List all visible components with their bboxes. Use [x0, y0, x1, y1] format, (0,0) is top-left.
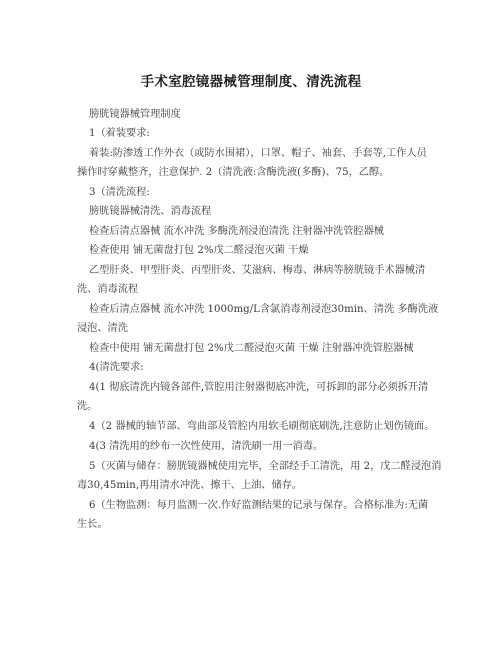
text-line: 检查后清点器械 流水冲洗 1000mg/L含氯消毒剂浸泡30min、清洗 多酶洗液	[89, 304, 439, 315]
text-line: 生长。	[77, 519, 108, 530]
document-title: 手术室腔镜器械管理制度、清洗流程	[140, 74, 362, 90]
text-line: 检查使用 铺无菌盘打包 2%戊二醛浸泡灭菌 干燥	[89, 245, 309, 256]
text-line: 洗。	[77, 401, 98, 412]
text-line: 着装:防渗透工作外衣（或防水围裙），口罩、帽子、袖套、手套等,工作人员	[89, 148, 427, 159]
text-line: 4（2 器械的轴节部、弯曲部及管腔内用软毛刷彻底刷洗,注意防止划伤镜面。	[89, 421, 435, 432]
text-line: 检查中使用 铺无菌盘打包 2%戊二醛浸泡灭菌 干燥 注射器冲洗管腔器械	[89, 343, 414, 354]
text-line: 4(清洗要求:	[89, 362, 144, 373]
text-line: 毒30,45min,再用清水冲洗、擦干、上油、储存。	[77, 480, 303, 491]
text-line: 3（清洗流程:	[89, 187, 150, 198]
text-line: 膀胱镜器械清洗、消毒流程	[89, 206, 212, 217]
text-line: 5（灭菌与储存：膀胱镜器械使用完毕，全部经手工清洗，用 2，戊二醛浸泡消	[89, 461, 442, 472]
text-line: 乙型肝炎、甲型肝炎、丙型肝炎、艾滋病、梅毒、淋病等膀胱镜手术器械清	[89, 265, 426, 276]
text-line: 6（生物监测：每月监测一次.作好监测结果的记录与保存。合格标准为:无菌	[89, 500, 429, 511]
text-line: 浸泡、清洗	[77, 323, 128, 334]
text-line: 操作时穿戴整齐，注意保护. 2（清洗液:含酶洗液(多酶)、75，乙醇。	[77, 167, 390, 178]
text-line: 4(3 清洗用的纱布一次性使用，清洗刷一用一消毒。	[89, 441, 324, 452]
text-line: 膀胱镜器械管理制度	[89, 109, 181, 120]
text-line: 检查后清点器械 流水冲洗 多酶洗剂浸泡清洗 注射器冲洗管腔器械	[89, 226, 384, 237]
text-line: 洗、消毒流程	[77, 284, 139, 295]
text-line: 4(1 彻底清洗内镜各部件,管腔用注射器彻底冲洗，可拆卸的部分必须拆开清	[89, 382, 429, 393]
text-line: 1（着装要求:	[89, 128, 150, 139]
